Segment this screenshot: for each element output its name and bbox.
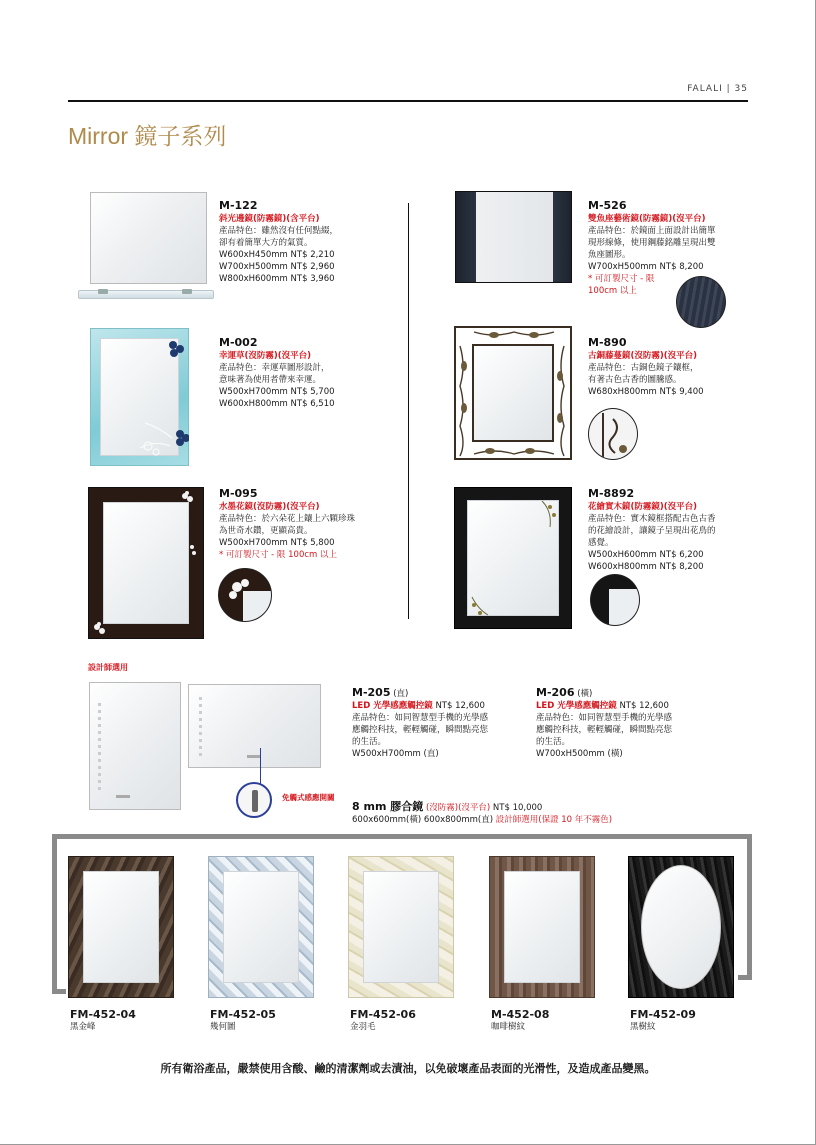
- product-desc-line: 產品特色：如同智慧型手機的光學感: [352, 713, 489, 723]
- product-desc-line: 產品特色：於鏡面上面設計出簡單: [588, 226, 716, 236]
- fm-name: 幾何圖: [210, 1022, 236, 1032]
- product-price-line: W600xH800mm NT$ 8,200: [588, 562, 704, 572]
- product-price-line: W600xH800mm NT$ 6,510: [219, 399, 335, 409]
- fm-label-09: [630, 1009, 696, 1033]
- fm-label-05: [210, 1009, 276, 1033]
- product-price-line: W700xH500mm NT$ 8,200: [588, 262, 704, 272]
- fm-name: 咖啡樹紋: [491, 1022, 526, 1032]
- product-desc-line: 產品特色：實木鏡框搭配古色古香: [588, 514, 716, 524]
- mirror-image-m8892: [454, 487, 572, 629]
- product-code: M-206: [536, 686, 575, 699]
- page-number: 35: [734, 84, 748, 94]
- fm-label-06: [350, 1009, 416, 1033]
- fm-code: FM-452-04: [70, 1008, 136, 1021]
- touch-sensor-detail-circle: [236, 782, 272, 818]
- product-desc-line: 應觸控科技，輕輕觸碰，瞬間點亮您: [352, 725, 489, 735]
- product-code: M-526: [588, 199, 627, 212]
- product-desc-line: 現形線條，使用鋼藤銘雕呈現出雙: [588, 238, 716, 248]
- product-subtitle: 幸運草(沒防霧)(沒平台): [219, 351, 312, 361]
- product-price-line: W680xH800mm NT$ 9,400: [588, 387, 704, 397]
- page-title: Mirror 鏡子系列: [68, 123, 227, 149]
- fm-mirror-image-06: [348, 856, 454, 998]
- glue-mirror-note: 設計師選用(保證 10 年不霧色): [495, 815, 613, 825]
- product-code: M-8892: [588, 487, 635, 500]
- glue-mirror-tags: (沒防霧)(沒平台): [425, 803, 491, 813]
- product-price: NT$ 12,600: [619, 701, 669, 711]
- product-m890: [588, 336, 758, 398]
- product-m526: [588, 199, 758, 297]
- fm-section-bracket-foot-right: [738, 975, 752, 980]
- product-desc-line: 的花繪設計，讓鏡子呈現出花鳥的: [588, 526, 716, 536]
- product-subtitle: 斜光邊鏡(防霧鏡)(含平台): [219, 214, 320, 224]
- product-code: M-095: [219, 487, 258, 500]
- product-subtitle: LED 光學感應觸控鏡: [536, 701, 617, 711]
- product-m122: [219, 199, 399, 285]
- product-desc-line: 有著古色古香的圖騰感。: [588, 375, 682, 385]
- fm-label-04: [70, 1009, 136, 1033]
- product-desc-line: 卻有着簡單大方的氣質。: [219, 238, 313, 248]
- product-price: NT$ 12,600: [435, 701, 485, 711]
- product-subtitle: 雙魚座藝術鏡(防霧鏡)(沒平台): [588, 214, 706, 224]
- product-code: M-122: [219, 199, 258, 212]
- fm-mirror-image-04: [68, 856, 174, 998]
- custom-size-note: * 可訂製尺寸 - 限 100cm 以上: [219, 550, 338, 560]
- care-warning-footer: 所有衛浴產品，嚴禁使用含酸、鹼的清潔劑或去漬油，以免破壞產品表面的光滑性，及造成產品變黑。: [160, 1062, 656, 1075]
- product-price-line: W800xH600mm NT$ 3,960: [219, 274, 335, 284]
- product-desc-line: 為世奇水鑽，更顯高貴。: [219, 526, 313, 536]
- glue-mirror-title: 8 mm 膠合鏡: [352, 800, 424, 813]
- product-code: M-890: [588, 336, 627, 349]
- product-subtitle: 古銅藤蔓鏡(沒防霧)(沒平台): [588, 351, 698, 361]
- custom-size-note: * 可訂製尺寸 - 限 100cm 以上: [588, 274, 655, 296]
- fm-name: 黑金峰: [70, 1022, 96, 1032]
- mirror-image-m526: [455, 191, 572, 283]
- product-desc-line: 產品特色：於六朵花上鑲上六顆珍珠: [219, 514, 356, 524]
- product-price-line: W500xH600mm NT$ 6,200: [588, 550, 704, 560]
- orientation: (直): [393, 689, 409, 699]
- header-separator: |: [726, 84, 731, 94]
- fm-code: FM-452-06: [350, 1008, 416, 1021]
- product-desc-line: 產品特色：古銅色鏡子鑲框，: [588, 363, 699, 373]
- product-size-line: W500xH700mm (直): [352, 749, 439, 759]
- product-subtitle: 花繪實木鏡(防霧鏡)(沒平台): [588, 502, 698, 512]
- detail-circle-m890: [588, 408, 638, 460]
- fm-section-bracket-foot: [52, 989, 66, 994]
- flower-painting-decoration-icon: [454, 487, 572, 629]
- product-code: M-002: [219, 336, 258, 349]
- product-m205: [352, 686, 532, 760]
- fm-section-bracket-right: [747, 834, 752, 980]
- product-price-line: W700xH500mm NT$ 2,960: [219, 262, 335, 272]
- ink-flower-decoration-icon: [88, 487, 204, 639]
- fm-label-08: [491, 1009, 549, 1033]
- touch-switch-label: 免觸式感應開關: [282, 793, 335, 802]
- product-code: M-205: [352, 686, 391, 699]
- fm-code: M-452-08: [491, 1008, 550, 1021]
- fm-mirror-image-05: [208, 856, 314, 998]
- glue-mirror-price: NT$ 10,000: [492, 803, 543, 813]
- designer-choice-label: 設計師選用: [88, 663, 128, 672]
- product-subtitle: LED 光學感應觸控鏡: [352, 701, 433, 711]
- mirror-image-m122: [90, 192, 207, 284]
- mirror-image-m095: [88, 487, 204, 639]
- product-m095: [219, 487, 404, 561]
- fm-mirror-image-08: [489, 856, 595, 998]
- header-rule: [68, 100, 748, 102]
- page-header: [687, 84, 748, 94]
- product-size-line: W700xH500mm (橫): [536, 749, 623, 759]
- mirror-image-m205: [89, 682, 181, 810]
- mirror-image-m206: [188, 684, 321, 768]
- product-desc-line: 感覺。: [588, 538, 614, 548]
- product-desc-line: 應觸控科技，輕輕觸碰，瞬間點亮您: [536, 725, 673, 735]
- product-price-line: W500xH700mm NT$ 5,700: [219, 387, 335, 397]
- brand-name: FALALI: [687, 84, 723, 94]
- detail-circle-m8892: [590, 574, 640, 626]
- product-subtitle: 水墨花鏡(沒防霧)(沒平台): [219, 502, 320, 512]
- clover-decoration-icon: [90, 328, 189, 466]
- product-desc-line: 的生活。: [352, 737, 387, 747]
- shelf-bracket-right: [182, 289, 192, 294]
- shelf-bracket-left: [98, 289, 108, 294]
- fm-code: FM-452-05: [210, 1008, 276, 1021]
- mirror-image-m002: [90, 328, 189, 466]
- glue-mirror-sizes: 600x600mm(橫) 600x800mm(直): [352, 815, 494, 825]
- product-desc-line: 魚座圖形。: [588, 250, 631, 260]
- column-divider: [408, 203, 409, 619]
- fm-name: 黑樹紋: [630, 1022, 656, 1032]
- fm-name: 金羽毛: [350, 1022, 376, 1032]
- product-desc-line: 產品特色：雖然沒有任何點綴，: [219, 226, 339, 236]
- mirror-image-m890: [454, 326, 572, 460]
- product-m206: [536, 686, 716, 760]
- fm-code: FM-452-09: [630, 1008, 696, 1021]
- fm-section-bracket: [52, 834, 752, 839]
- vine-decoration-icon: [454, 326, 572, 460]
- product-price-line: W600xH450mm NT$ 2,210: [219, 250, 335, 260]
- product-m8892: [588, 487, 758, 573]
- product-desc-line: 產品特色：幸運草圖形設計，: [219, 363, 330, 373]
- product-desc-line: 的生活。: [536, 737, 571, 747]
- product-desc-line: 意味著為使用者帶來幸運。: [219, 375, 322, 385]
- product-desc-line: 產品特色：如同智慧型手機的光學感: [536, 713, 673, 723]
- fm-section-bracket-left: [52, 834, 57, 994]
- detail-circle-m095: [218, 568, 272, 622]
- product-price-line: W500xH700mm NT$ 5,800: [219, 538, 335, 548]
- glue-mirror-block: [352, 800, 672, 826]
- fm-mirror-image-09: [628, 856, 734, 998]
- orientation: (橫): [577, 689, 593, 699]
- product-m002: [219, 336, 399, 410]
